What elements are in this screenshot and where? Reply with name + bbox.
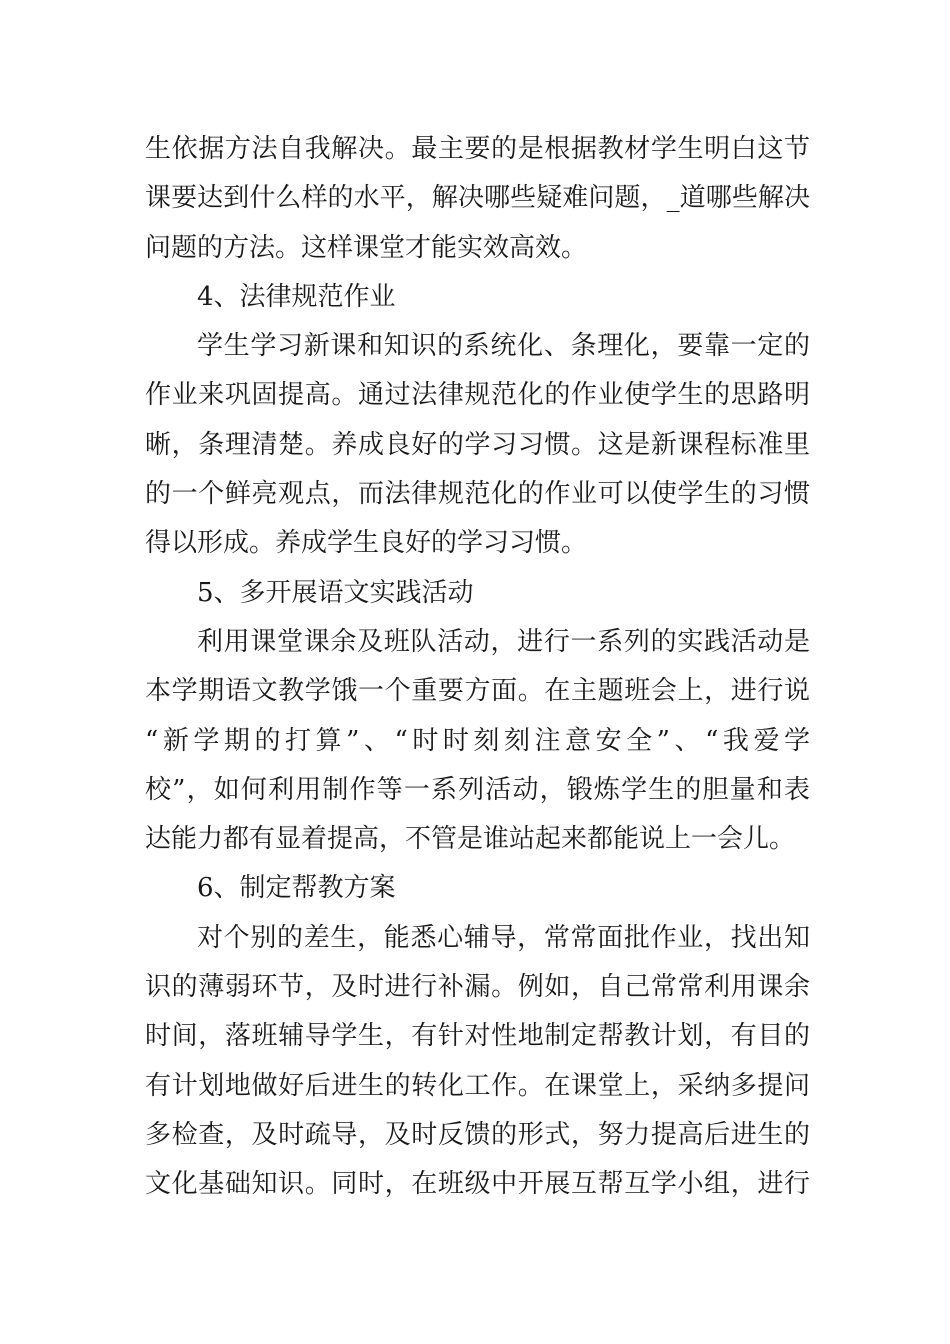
section-heading: 6、制定帮教方案 [197,873,396,904]
text-line: 对个别的差生，能悉心辅导，常常面批作业，找出知 [197,922,810,953]
text-line: 作业来巩固提高。通过法律规范化的作业使学生的思路明 [145,380,810,411]
text-line: 时间，落班辅导学生，有针对性地制定帮教计划，有目的 [145,1021,810,1052]
text-line: 有计划地做好后进生的转化工作。在课堂上，采纳多提问 [145,1070,810,1101]
text-line: 学生学习新课和知识的系统化、条理化，要靠一定的 [197,331,810,362]
text-line: 问题的方法。这样课堂才能实效高效。 [145,232,588,263]
text-line: 得以形成。养成学生良好的学习习惯。 [145,528,588,559]
section-heading: 4、法律规范作业 [197,281,396,312]
text-line: 校”，如何利用制作等一系列活动，锻炼学生的胆量和表 [145,774,810,805]
text-line: 多检查，及时疏导，及时反馈的形式，努力提高后进生的 [145,1119,810,1150]
body-text [145,125,810,1210]
text-line: 晰，条理清楚。养成良好的学习习惯。这是新课程标准里 [145,429,810,460]
text-line: 达能力都有显着提高，不管是谁站起来都能说上一会儿。 [145,824,796,855]
section-heading: 5、多开展语文实践活动 [197,577,474,608]
text-line: “新学期的打算”、“时时刻刻注意安全”、“我爱学 [145,725,810,756]
text-line: 本学期语文教学饿一个重要方面。在主题班会上，进行说 [145,676,810,707]
text-line: 的一个鲜亮观点，而法律规范化的作业可以使学生的习惯 [145,479,810,510]
text-line: 课要达到什么样的水平，解决哪些疑难问题，_道哪些解决 [145,183,810,214]
text-line: 生依据方法自我解决。最主要的是根据教材学生明白这节 [145,134,810,164]
text-line: 识的薄弱环节，及时进行补漏。例如，自己常常利用课余 [145,972,810,1003]
text-line: 利用课堂课余及班队活动，进行一系列的实践活动是 [197,626,810,657]
text-line: 文化基础知识。同时，在班级中开展互帮互学小组，进行 [145,1169,810,1200]
